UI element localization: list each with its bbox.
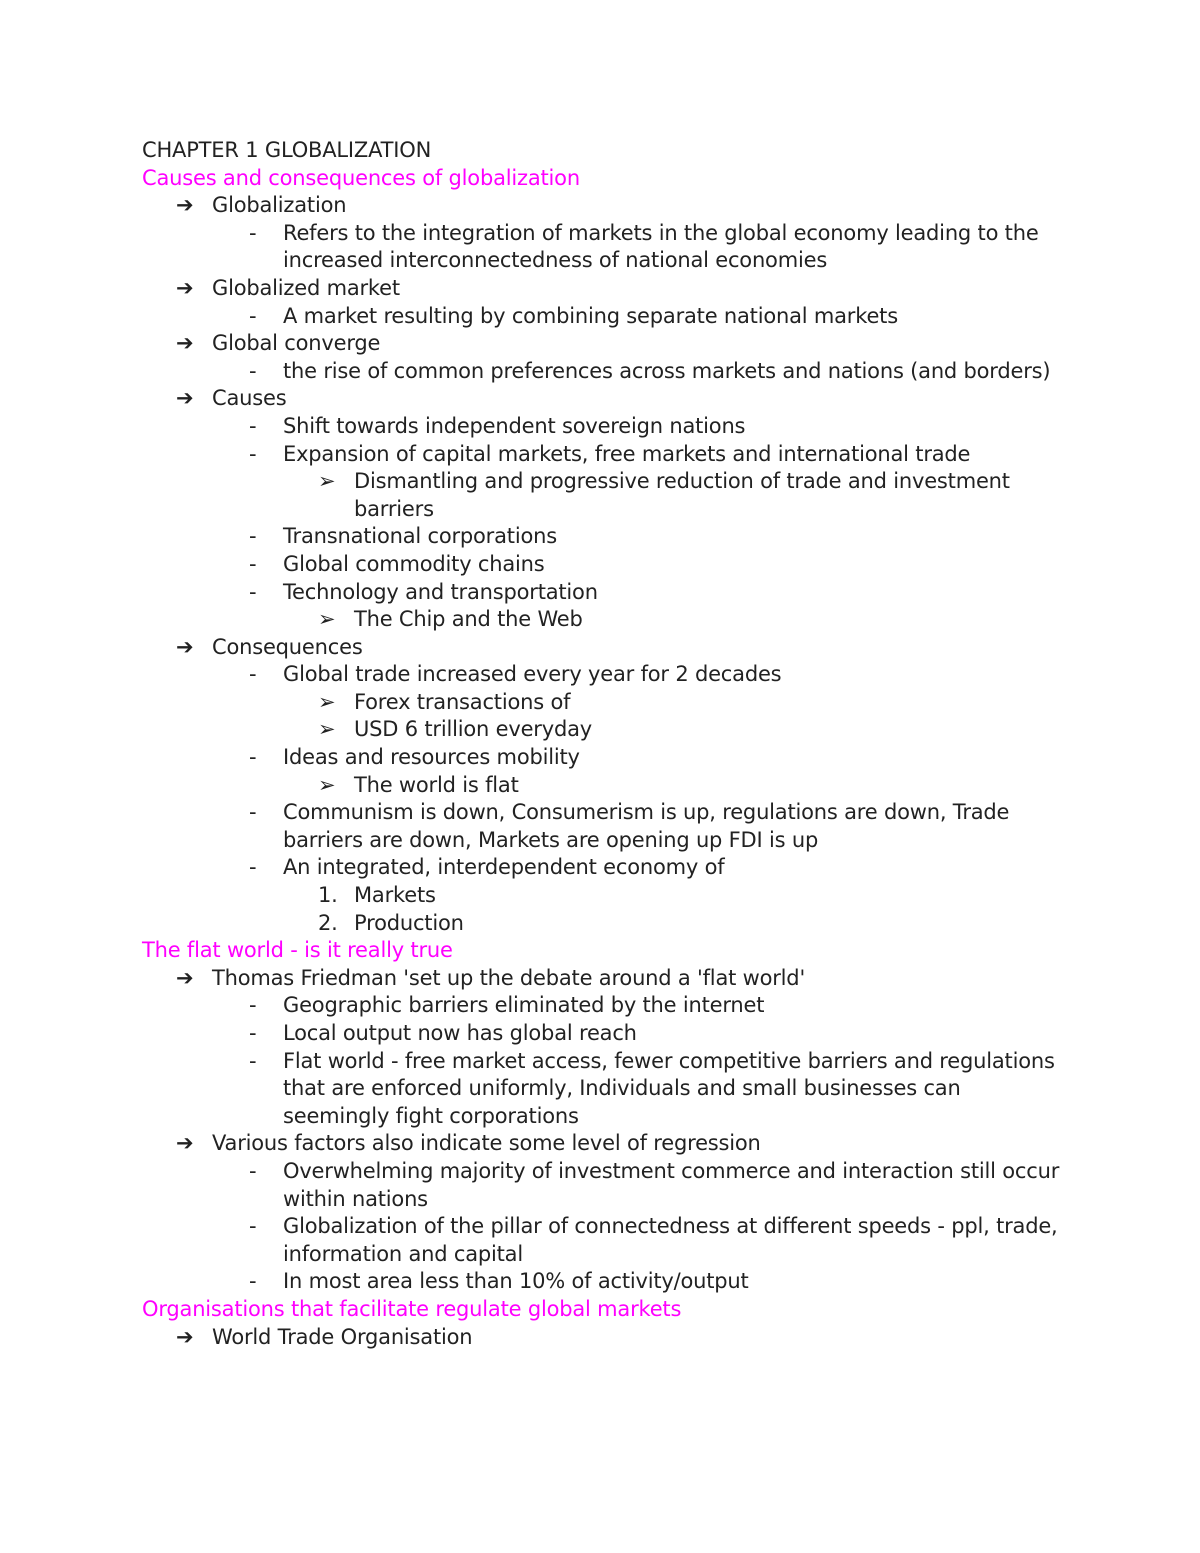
point-item xyxy=(142,468,1072,523)
dash-bullet-icon: - xyxy=(249,413,257,438)
list-item xyxy=(142,192,1072,220)
sub-item xyxy=(142,1268,1072,1296)
sub-item-text: Communism is down, Consumerism is up, regulations are down, Trade barriers are down, Markets are opening up FDI is up xyxy=(283,800,1010,852)
sub-item-text: Ideas and resources mobility xyxy=(283,745,580,770)
chevron-bullet-icon: ➢ xyxy=(318,469,336,494)
chevron-bullet-icon: ➢ xyxy=(318,689,336,714)
dash-bullet-icon: - xyxy=(249,1269,257,1294)
arrow-bullet-icon: ➔ xyxy=(176,275,194,300)
chevron-bullet-icon: ➢ xyxy=(318,717,336,742)
sub-item xyxy=(142,1048,1072,1131)
dash-bullet-icon: - xyxy=(249,358,257,383)
chevron-bullet-icon: ➢ xyxy=(318,772,336,797)
list-item xyxy=(142,634,1072,662)
list-item xyxy=(142,1130,1072,1158)
sub-item xyxy=(142,551,1072,579)
sub-item xyxy=(142,661,1072,689)
numbered-item xyxy=(142,882,1072,910)
sub-item-text: Expansion of capital markets, free markets and international trade xyxy=(283,441,971,466)
sub-item xyxy=(142,854,1072,882)
sub-item xyxy=(142,1020,1072,1048)
numbered-item xyxy=(142,910,1072,938)
document-page xyxy=(142,137,1072,1351)
sub-item xyxy=(142,441,1072,469)
sub-item-text: An integrated, interdependent economy of xyxy=(283,855,725,880)
dash-bullet-icon: - xyxy=(249,662,257,687)
dash-bullet-icon: - xyxy=(249,1214,257,1239)
dash-bullet-icon: - xyxy=(249,993,257,1018)
list-item xyxy=(142,275,1072,303)
dash-bullet-icon: - xyxy=(249,1048,257,1073)
arrow-bullet-icon: ➔ xyxy=(176,386,194,411)
sub-item-text: A market resulting by combining separate national markets xyxy=(283,303,898,328)
section-heading: Causes and consequences of globalization xyxy=(142,165,580,190)
sub-item xyxy=(142,220,1072,275)
list-number: 1. xyxy=(318,883,338,908)
dash-bullet-icon: - xyxy=(249,524,257,549)
point-item xyxy=(142,606,1072,634)
numbered-item-text: Markets xyxy=(354,883,436,908)
sub-item-text: Global commodity chains xyxy=(283,551,545,576)
dash-bullet-icon: - xyxy=(249,551,257,576)
list-number: 2. xyxy=(318,910,338,935)
arrow-bullet-icon: ➔ xyxy=(176,1131,194,1156)
sub-item xyxy=(142,303,1072,331)
point-item xyxy=(142,772,1072,800)
numbered-item-text: Production xyxy=(354,910,464,935)
list-item xyxy=(142,330,1072,358)
list-item xyxy=(142,965,1072,993)
point-item xyxy=(142,689,1072,717)
dash-bullet-icon: - xyxy=(249,303,257,328)
list-item-label: Globalization xyxy=(212,193,347,218)
dash-bullet-icon: - xyxy=(249,220,257,245)
list-item xyxy=(142,1324,1072,1352)
arrow-bullet-icon: ➔ xyxy=(176,331,194,356)
point-item-text: The Chip and the Web xyxy=(354,607,583,632)
list-item-label: Consequences xyxy=(212,634,363,659)
arrow-bullet-icon: ➔ xyxy=(176,1324,194,1349)
sub-item xyxy=(142,1158,1072,1213)
sub-item xyxy=(142,1213,1072,1268)
point-item-text: Forex transactions of xyxy=(354,689,571,714)
arrow-bullet-icon: ➔ xyxy=(176,193,194,218)
sub-item-text: the rise of common preferences across markets and nations (and borders) xyxy=(283,358,1051,383)
chevron-bullet-icon: ➢ xyxy=(318,607,336,632)
list-item-label: Globalized market xyxy=(212,275,400,300)
list-item-label: Causes xyxy=(212,386,287,411)
sub-item-text: Globalization of the pillar of connectedness at different speeds - ppl, trade, information and capital xyxy=(283,1214,1058,1266)
dash-bullet-icon: - xyxy=(249,745,257,770)
sub-item xyxy=(142,358,1072,386)
page-title: CHAPTER 1 GLOBALIZATION xyxy=(142,138,432,162)
sub-item xyxy=(142,579,1072,607)
list-item-label: World Trade Organisation xyxy=(212,1324,473,1349)
dash-bullet-icon: - xyxy=(249,579,257,604)
list-item-label: Various factors also indicate some level of regression xyxy=(212,1131,761,1156)
sub-item-text: Refers to the integration of markets in the global economy leading to the increased interconnectedness of national economies xyxy=(283,220,1039,273)
list-item-label: Thomas Friedman 'set up the debate around a 'flat world' xyxy=(212,965,806,990)
sub-item-text: Technology and transportation xyxy=(283,579,598,604)
sub-item-text: Flat world - free market access, fewer competitive barriers and regulations that are enforced uniformly, Individuals and small businesses can seemingly fight corporations xyxy=(283,1048,1055,1128)
dash-bullet-icon: - xyxy=(249,800,257,825)
sub-item-text: Transnational corporations xyxy=(283,524,557,549)
dash-bullet-icon: - xyxy=(249,1158,257,1183)
sub-item-text: Geographic barriers eliminated by the internet xyxy=(283,993,765,1018)
section-heading: Organisations that facilitate regulate global markets xyxy=(142,1296,682,1321)
sub-item-text: Local output now has global reach xyxy=(283,1021,637,1045)
sub-item-text: Shift towards independent sovereign nations xyxy=(283,413,746,438)
dash-bullet-icon: - xyxy=(249,1021,257,1045)
sub-item xyxy=(142,744,1072,772)
sub-item-text: Overwhelming majority of investment commerce and interaction still occur within nations xyxy=(283,1158,1060,1211)
arrow-bullet-icon: ➔ xyxy=(176,965,194,990)
sub-item xyxy=(142,799,1072,854)
sub-item xyxy=(142,413,1072,441)
list-item-label: Global converge xyxy=(212,331,381,356)
section-heading: The flat world - is it really true xyxy=(142,938,453,963)
sub-item xyxy=(142,523,1072,551)
point-item-text: USD 6 trillion everyday xyxy=(354,717,592,742)
sub-item-text: In most area less than 10% of activity/output xyxy=(283,1269,749,1294)
dash-bullet-icon: - xyxy=(249,855,257,880)
dash-bullet-icon: - xyxy=(249,441,257,466)
point-item-text: Dismantling and progressive reduction of trade and investment barriers xyxy=(354,469,1010,521)
arrow-bullet-icon: ➔ xyxy=(176,634,194,659)
list-item xyxy=(142,385,1072,413)
point-item xyxy=(142,716,1072,744)
sub-item xyxy=(142,992,1072,1020)
point-item-text: The world is flat xyxy=(354,772,519,797)
sub-item-text: Global trade increased every year for 2 decades xyxy=(283,662,782,687)
document-content xyxy=(142,165,1072,1352)
